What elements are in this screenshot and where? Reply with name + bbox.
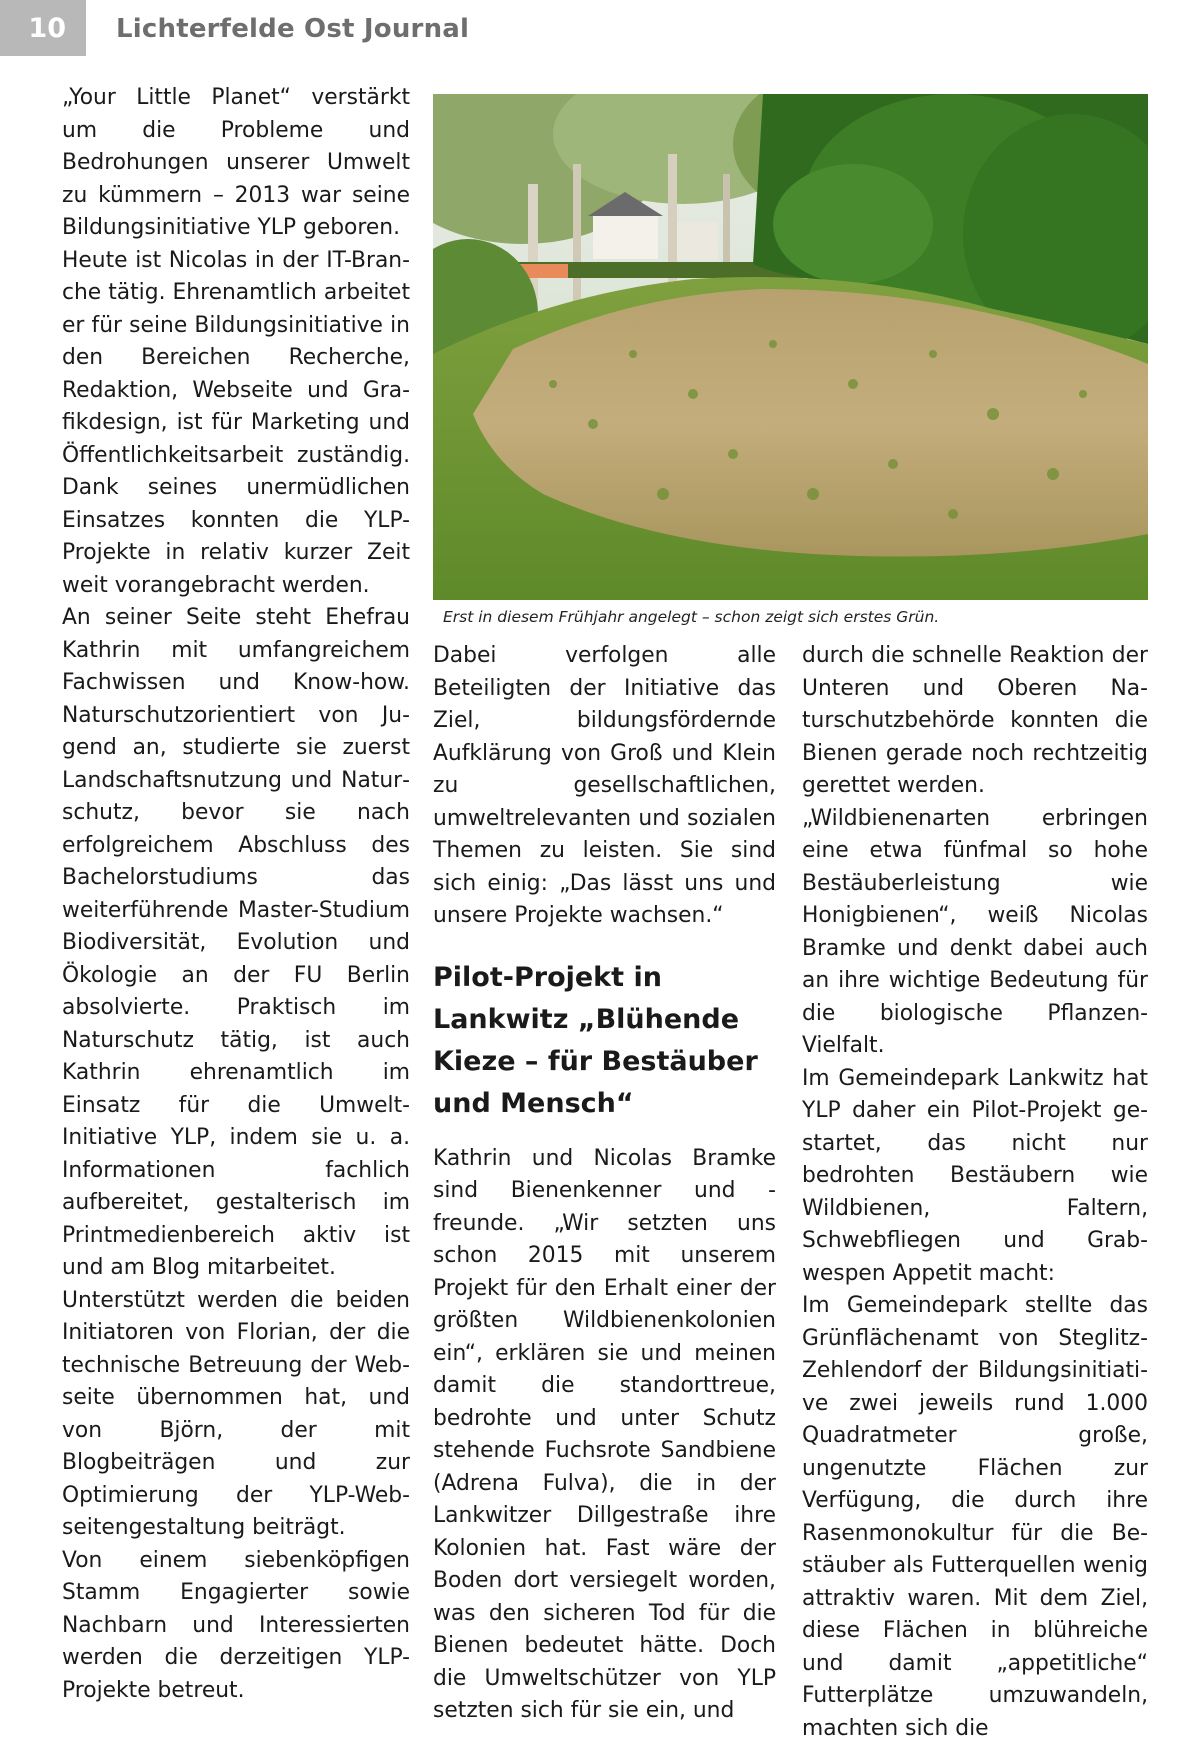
paragraph: „Wildbienenarten erbringen eine etwa fünfmal so hohe Bestäuberleistung wie Honigbienen“, weiß Nicolas Bramke und denkt dabei auch an ihre wichtige Bedeutung für die biologische Pflanzen-Vielfalt.: [802, 805, 1148, 1058]
column-3: [802, 640, 1148, 1745]
page-number: 10: [0, 0, 86, 56]
paragraph: An seiner Seite steht Ehefrau Kathrin mit umfangreichem Fachwissen und Know-how. Naturschutzorientiert von Jugend an, studierte sie zuerst Landschaftsnutzung und Naturschutz, bevor sie nach erfolgreichem Abschluss des Bachelorstudiums das weiterführende Master-Studium Biodiversität, Evolution und Ökologie an der FU Berlin absolvierte. Praktisch im Naturschutz tätig, ist auch Kathrin ehrenamtlich im Einsatz für die Umwelt-Initiative YLP, indem sie u. a. Informationen fachlich aufbereitet, gestalterisch im Printmedienbereich aktiv ist und am Blog mitarbeitet.: [62, 605, 410, 1280]
paragraph: Im Gemeindepark Lankwitz hat YLP daher ein Pilot-Projekt gestartet, das nicht nur bedrohten Bestäubern wie Wildbienen, Faltern, Schwebfliegen und Grabwespen Appetit macht:: [802, 1065, 1148, 1286]
journal-title: Lichterfelde Ost Journal: [116, 14, 470, 44]
column-2: [433, 640, 776, 1728]
paragraph: Unterstützt werden die beiden Initiatoren von Florian, der die technische Betreuung der Webseite übernommen hat, und von Björn, der mit Blogbeiträgen und zur Optimierung der YLP-Webseitengestaltung beiträgt.: [62, 1287, 410, 1540]
photo-illustration: [433, 94, 1148, 600]
paragraph: Von einem siebenköpfigen Stamm Engagierter sowie Nachbarn und Interessierten werden die derzeitigen YLP-Projekte betreut.: [62, 1547, 410, 1703]
section-heading: Pilot-Projekt in Lankwitz „Blühende Kieze – für Bestäuber und Mensch“: [433, 961, 758, 1119]
photo-caption: Erst in diesem Frühjahr angelegt – schon zeigt sich erstes Grün.: [443, 608, 940, 626]
paragraph: Kathrin und Nicolas Bramke sind Bienenkenner und -freunde. „Wir setzten uns schon 2015 mit unserem Projekt für den Erhalt einer der größten Wildbienenkolonien ein“, erklären sie und meinen damit die standorttreue, bedrohte und unter Schutz stehende Fuchsrote Sandbiene (Adrena Fulva), die in der Lankwitzer Dillgestraße ihre Kolonien hat. Fast wäre der Boden dort versiegelt worden, was den sicheren Tod für die Bienen bedeutet hätte. Doch die Umweltschützer von YLP setzten sich für sie ein, und: [433, 1145, 776, 1723]
paragraph: „Your Little Planet“ verstärkt um die Probleme und Bedrohungen unserer Umwelt zu kümmern – 2013 war seine Bildungsinitiative YLP geboren.: [62, 85, 410, 240]
column-1: [62, 82, 410, 1707]
paragraph: Dabei verfolgen alle Beteiligten der Initiative das Ziel, bildungsfördernde Aufklärung von Groß und Klein zu gesellschaftlichen, umweltrelevanten und sozialen Themen zu leisten. Sie sind sich einig: „Das lässt uns und unsere Projekte wachsen.“: [433, 643, 776, 928]
paragraph: Heute ist Nicolas in der IT-Branche tätig. Ehrenamtlich arbeitet er für seine Bildungsinitiative in den Bereichen Recherche, Redaktion, Webseite und Grafikdesign, ist für Marketing und Öffentlichkeitsarbeit zuständig. Dank seines unermüdlichen Einsatzes konnten die YLP-Projekte in relativ kurzer Zeit weit vorangebracht werden.: [62, 247, 410, 598]
paragraph: Im Gemeindepark stellte das Grünflächenamt von Steglitz-Zehlendorf der Bildungsinitiative zwei jeweils rund 1.000 Quadratmeter große, ungenutzte Flächen zur Verfügung, die durch ihre Rasenmonokultur für die Bestäuber als Futterquellen wenig attraktiv waren. Mit dem Ziel, diese Flächen in blühreiche und damit „appetitliche“ Futterplätze umzuwandeln, machten sich die: [802, 1293, 1148, 1741]
park-meadow-photo: [433, 94, 1148, 600]
paragraph: durch die schnelle Reaktion der Unteren und Oberen Naturschutzbehörde konnten die Bienen gerade noch rechtzeitig gerettet werden.: [802, 643, 1148, 798]
